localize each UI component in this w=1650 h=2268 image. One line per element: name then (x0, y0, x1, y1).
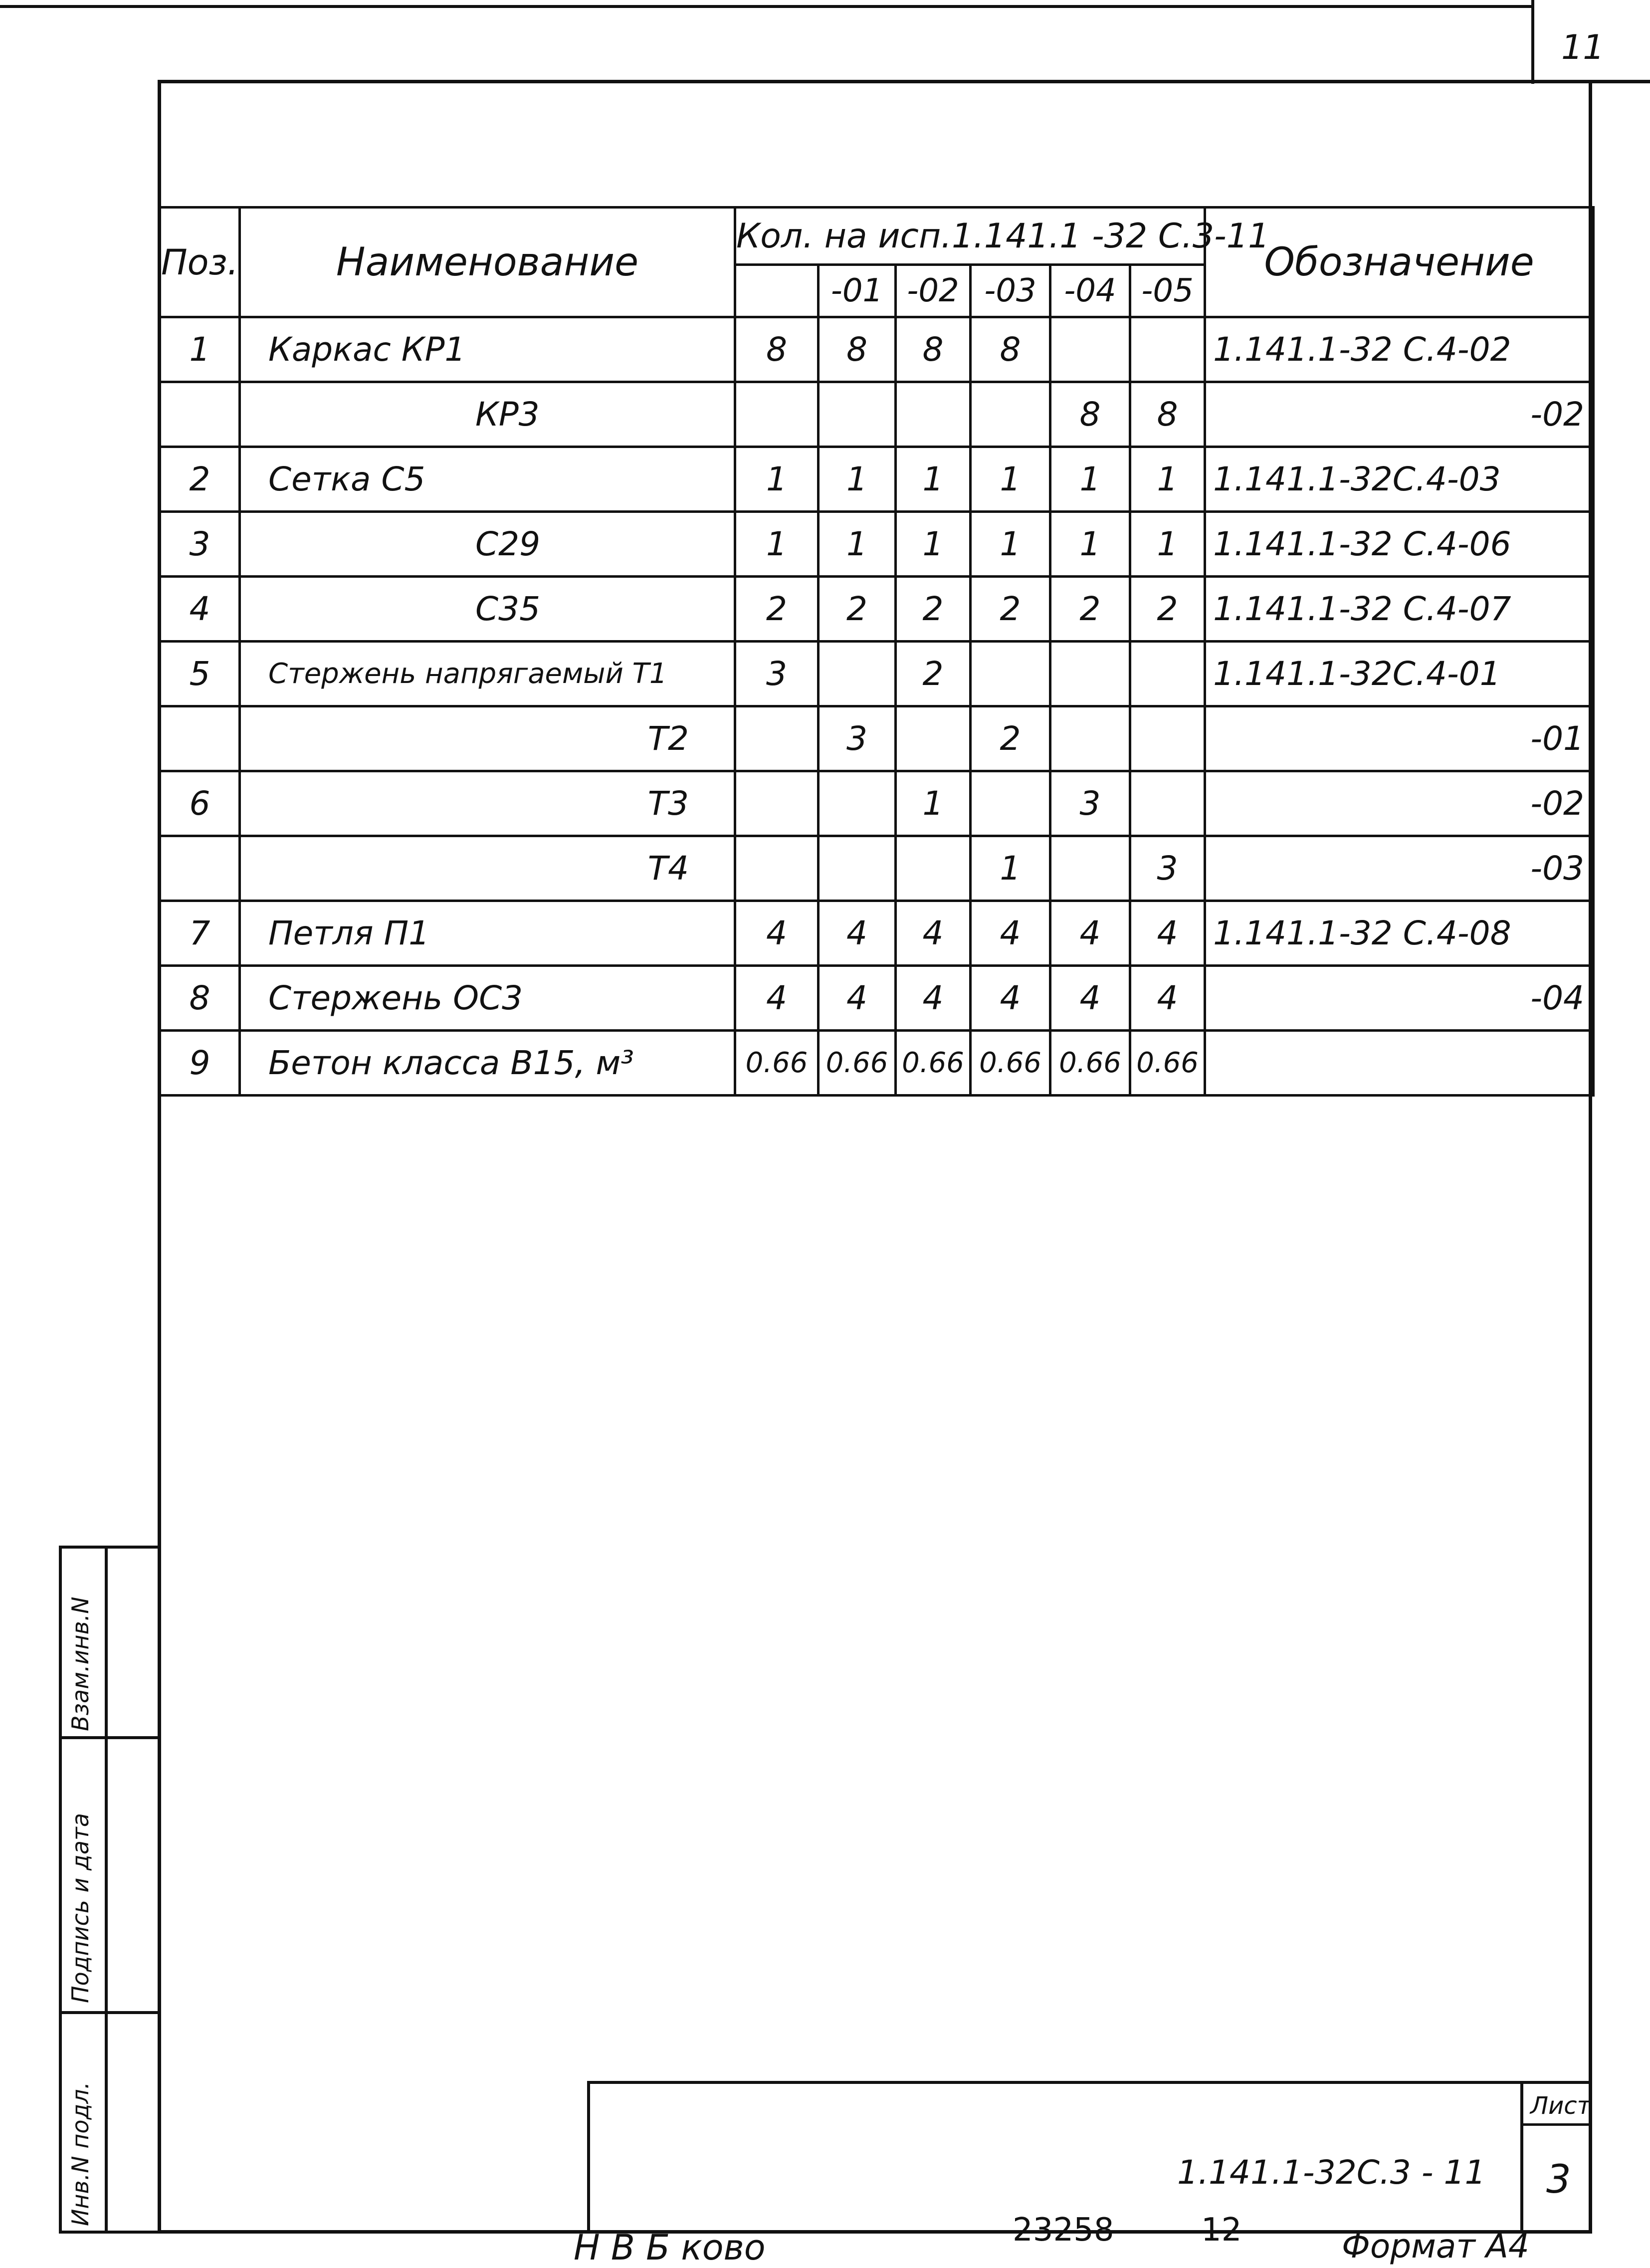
row-designation: 1.141.1-32 С.4-08 (1205, 901, 1594, 966)
row-qty: 2 (971, 577, 1050, 642)
row-qty: 2 (819, 577, 896, 642)
row-qty: 0.66 (971, 1031, 1050, 1096)
title-block-sheet-line (1520, 2123, 1592, 2126)
row-pos: 5 (160, 642, 240, 706)
row-qty: 4 (971, 966, 1050, 1031)
row-qty: 8 (896, 317, 971, 382)
specification-table (159, 206, 1595, 1097)
row-designation: -01 (1205, 706, 1594, 771)
row-qty (1130, 317, 1205, 382)
header-name: Наименование (240, 208, 735, 317)
row-qty: 4 (735, 966, 819, 1031)
row-name: С29 (240, 512, 735, 577)
table-row (160, 1031, 1594, 1096)
table-row (160, 706, 1594, 771)
row-qty: 1 (896, 447, 971, 512)
row-qty (971, 382, 1050, 447)
row-qty: 1 (735, 447, 819, 512)
row-qty: 0.66 (1130, 1031, 1205, 1096)
row-qty: 3 (735, 642, 819, 706)
variant-col: -04 (1050, 265, 1130, 317)
row-pos (160, 706, 240, 771)
row-qty: 1 (896, 771, 971, 836)
row-qty: 4 (1050, 901, 1130, 966)
row-qty: 2 (896, 642, 971, 706)
row-qty (1050, 706, 1130, 771)
row-pos: 8 (160, 966, 240, 1031)
row-qty: 1 (1050, 512, 1130, 577)
header-row-1 (160, 208, 1594, 265)
row-qty (735, 382, 819, 447)
table-row (160, 771, 1594, 836)
row-qty: 1 (1050, 447, 1130, 512)
variant-col: -02 (896, 265, 971, 317)
row-qty (896, 706, 971, 771)
row-pos: 1 (160, 317, 240, 382)
row-qty: 1 (1130, 447, 1205, 512)
table-row (160, 512, 1594, 577)
side-stamp-inv-original: Инв.N подл. (67, 2081, 94, 2226)
row-qty: 2 (1050, 577, 1130, 642)
row-qty (735, 706, 819, 771)
row-qty: 0.66 (1050, 1031, 1130, 1096)
row-qty (1130, 642, 1205, 706)
row-name: Стержень напрягаемый Т1 (240, 642, 735, 706)
table-row (160, 317, 1594, 382)
footer-format: Формат А4 (1342, 2227, 1529, 2266)
corner-box-left (1531, 0, 1534, 84)
row-qty: 2 (735, 577, 819, 642)
side-stamp-divider (105, 1546, 108, 2234)
row-qty: 2 (896, 577, 971, 642)
row-designation: -03 (1205, 836, 1594, 901)
row-name: С35 (240, 577, 735, 642)
row-qty (819, 642, 896, 706)
row-qty: 4 (896, 901, 971, 966)
table-row (160, 836, 1594, 901)
row-qty: 1 (896, 512, 971, 577)
header-pos: Поз. (160, 208, 240, 317)
row-qty (1130, 771, 1205, 836)
row-qty: 8 (735, 317, 819, 382)
footer-order-number: 23258 (1013, 2212, 1114, 2249)
variant-col: -03 (971, 265, 1050, 317)
row-qty: 1 (971, 512, 1050, 577)
row-qty: 0.66 (735, 1031, 819, 1096)
table-row (160, 577, 1594, 642)
row-pos (160, 836, 240, 901)
variant-col (735, 265, 819, 317)
variant-col: -01 (819, 265, 896, 317)
row-designation: 1.141.1-32 С.4-07 (1205, 577, 1594, 642)
row-qty (735, 836, 819, 901)
row-qty: 8 (819, 317, 896, 382)
top-rule (0, 5, 1531, 8)
row-qty: 1 (819, 447, 896, 512)
row-qty (1050, 317, 1130, 382)
row-pos: 4 (160, 577, 240, 642)
row-qty (971, 771, 1050, 836)
frame-top-extension (1589, 80, 1650, 83)
row-qty (1050, 642, 1130, 706)
row-qty: 4 (896, 966, 971, 1031)
row-qty: 3 (1130, 836, 1205, 901)
row-name: Бетон класса В15, м³ (240, 1031, 735, 1096)
row-qty (896, 382, 971, 447)
row-pos: 7 (160, 901, 240, 966)
row-qty: 2 (971, 706, 1050, 771)
side-stamp-signature-date: Подпись и дата (67, 1813, 94, 2003)
row-qty: 4 (735, 901, 819, 966)
row-name: Т2 (240, 706, 735, 771)
row-name: Стержень ОС3 (240, 966, 735, 1031)
row-pos: 6 (160, 771, 240, 836)
row-qty (819, 836, 896, 901)
row-qty: 4 (971, 901, 1050, 966)
row-qty: 8 (1050, 382, 1130, 447)
row-qty: 4 (1130, 901, 1205, 966)
row-qty: 1 (1130, 512, 1205, 577)
row-qty (971, 642, 1050, 706)
row-qty: 0.66 (819, 1031, 896, 1096)
row-designation: -02 (1205, 382, 1594, 447)
table-row (160, 901, 1594, 966)
row-qty: 1 (735, 512, 819, 577)
row-qty: 1 (971, 447, 1050, 512)
row-designation: -02 (1205, 771, 1594, 836)
title-block-sheet-divider (1520, 2081, 1523, 2234)
row-name: Каркас КР1 (240, 317, 735, 382)
row-pos: 2 (160, 447, 240, 512)
table-row (160, 642, 1594, 706)
table-row (160, 966, 1594, 1031)
row-qty: 4 (819, 901, 896, 966)
table-row (160, 382, 1594, 447)
row-qty: 3 (819, 706, 896, 771)
row-qty: 1 (819, 512, 896, 577)
row-qty: 3 (1050, 771, 1130, 836)
row-designation: 1.141.1-32С.4-03 (1205, 447, 1594, 512)
table-row (160, 447, 1594, 512)
side-stamp-row-line (59, 2011, 161, 2014)
row-qty (896, 836, 971, 901)
row-pos: 3 (160, 512, 240, 577)
sheet-number: 3 (1546, 2157, 1571, 2202)
row-pos: 9 (160, 1031, 240, 1096)
row-name: Т4 (240, 836, 735, 901)
sheet-label: Лист (1530, 2092, 1591, 2120)
row-name: Т3 (240, 771, 735, 836)
row-qty (1050, 836, 1130, 901)
row-qty: 2 (1130, 577, 1205, 642)
footer-left-text: Н В Б ково (574, 2227, 766, 2268)
variant-col: -05 (1130, 265, 1205, 317)
row-designation: -04 (1205, 966, 1594, 1031)
row-name: Сетка С5 (240, 447, 735, 512)
row-qty: 8 (1130, 382, 1205, 447)
row-designation: 1.141.1-32С.4-01 (1205, 642, 1594, 706)
footer-number: 12 (1201, 2212, 1242, 2249)
row-qty: 4 (819, 966, 896, 1031)
row-qty (1130, 706, 1205, 771)
row-qty (819, 771, 896, 836)
row-qty: 0.66 (896, 1031, 971, 1096)
row-qty: 4 (1130, 966, 1205, 1031)
row-name: КР3 (240, 382, 735, 447)
header-qty-group: Кол. на исп.1.141.1 -32 С.3-11 (735, 208, 1205, 265)
row-designation (1205, 1031, 1594, 1096)
row-qty: 4 (1050, 966, 1130, 1031)
row-pos (160, 382, 240, 447)
row-name: Петля П1 (240, 901, 735, 966)
document-code: 1.141.1-32С.3 - 11 (1177, 2153, 1486, 2192)
side-stamp-replace-inv: Взам.инв.N (67, 1596, 94, 1731)
row-qty (819, 382, 896, 447)
side-stamp-row-line (59, 1736, 161, 1739)
row-designation: 1.141.1-32 С.4-02 (1205, 317, 1594, 382)
row-designation: 1.141.1-32 С.4-06 (1205, 512, 1594, 577)
header-designation: Обозначение (1205, 208, 1594, 317)
sheet-corner-number: 11 (1561, 28, 1605, 67)
row-qty: 8 (971, 317, 1050, 382)
row-qty: 1 (971, 836, 1050, 901)
row-qty (735, 771, 819, 836)
